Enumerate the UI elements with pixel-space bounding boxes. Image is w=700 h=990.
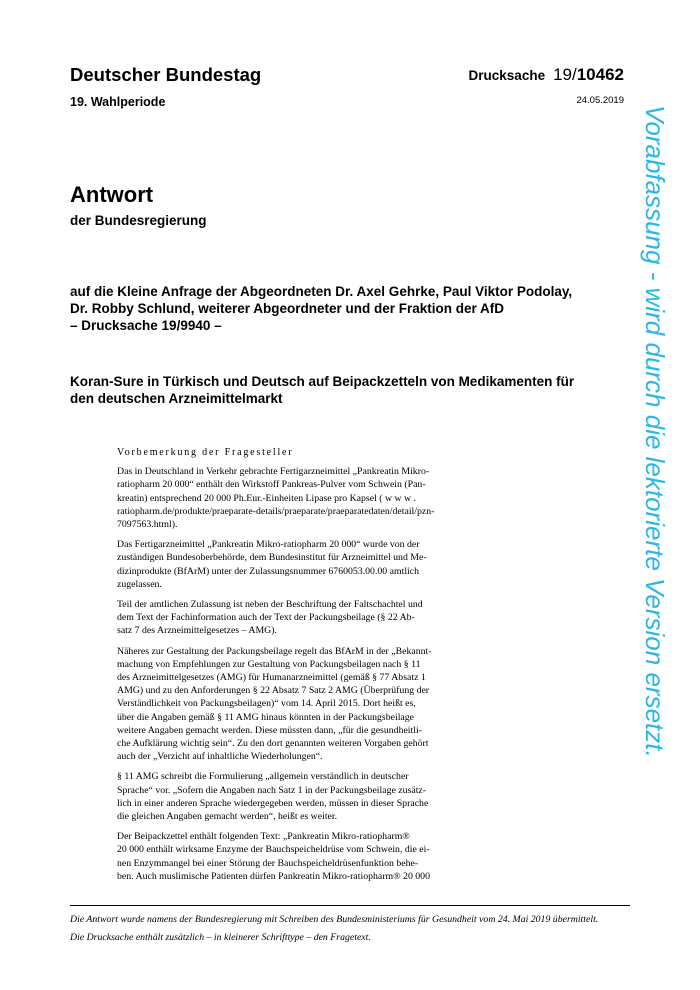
document-header-right (469, 64, 624, 107)
drucksache-label: Drucksache (468, 68, 546, 83)
text-line: machung von Empfehlungen zur Gestaltung von Packungsbeilagen nach § 11 (117, 658, 421, 670)
text-line: che Aufklärung wichtig sein“. Zu den dort genannten weiteren Vorgaben gehört (117, 738, 429, 750)
legislative-period: 19. Wahlperiode (70, 95, 166, 109)
preliminary-remarks (117, 446, 467, 890)
document-subtitle: der Bundesregierung (70, 213, 207, 228)
document-date: 24.05.2019 (576, 95, 624, 106)
text-line: Das Fertigarzneimittel „Pankreatin Mikro-ratiopharm 20 000“ wurde von der (117, 539, 420, 551)
paragraph-6 (117, 830, 467, 883)
text-line: 7097563.html). (117, 519, 178, 531)
drucksache-number (469, 64, 624, 87)
topic-line: Koran-Sure in Türkisch und Deutsch auf Beipackzetteln von Medikamenten für (70, 374, 575, 389)
text-line: ben. Auch muslimische Patienten dürfen Pankreatin Mikro-ratiopharm® 20 000 (117, 870, 430, 882)
text-line: Der Beipackzettel enthält folgenden Text: „Pankreatin Mikro-ratiopharm® (117, 831, 410, 843)
preliminary-heading: Vorbemerkung der Fragesteller (117, 447, 294, 458)
text-line: Sprache“ vor. „Sofern die Angaben nach Satz 1 in der Packungsbeilage zusätz- (117, 784, 427, 796)
inquiry-line: – Drucksache 19/9940 – (70, 318, 222, 333)
text-line: dem Text der Fachinformation auch der Text der Packungsbeilage (§ 22 Ab- (117, 612, 415, 624)
text-line: auch der „Verzicht auf inhaltliche Wiederholungen“. (117, 751, 323, 763)
inquiry-line: auf die Kleine Anfrage der Abgeordneten Dr. Axel Gehrke, Paul Viktor Podolay, (70, 284, 573, 299)
document-header-left (70, 64, 261, 110)
inquiry-block (70, 283, 630, 334)
footnote-transmission: Die Antwort wurde namens der Bundesregierung mit Schreiben des Bundesministeriums für Gesundheit vom 24. Mai 2019 übermittelt. (70, 914, 599, 925)
footnote-divider (70, 905, 630, 906)
text-line: 20 000 enthält wirksame Enzyme der Bauchspeicheldrüse vom Schwein, die ei- (117, 844, 430, 856)
document-title: Antwort (70, 182, 154, 207)
text-line: zugelassen. (117, 578, 162, 590)
text-line: zuständigen Bundesoberbehörde, dem Bundesinstitut für Arzneimittel und Me- (117, 552, 427, 564)
text-line: satz 7 des Arzneimittelgesetzes – AMG). (117, 625, 277, 637)
topic-heading (70, 373, 630, 407)
topic-line: den deutschen Arzneimittelmarkt (70, 391, 283, 406)
draft-version-stamp: Vorabfassung - wird durch die lektorierte Version ersetzt. (640, 105, 670, 758)
text-line: nen Enzymmangel bei einer Störung der Bauchspeicheldrüsenfunktion behe- (117, 857, 419, 869)
text-line: lich in einer anderen Sprache wiedergegeben werden, müssen in dieser Sprache (117, 797, 429, 809)
text-line: § 11 AMG schreibt die Formulierung „allgemein verständlich in deutscher (117, 771, 409, 783)
paragraph-3 (117, 598, 467, 638)
text-line: dizinprodukte (BfArM) unter der Zulassungsnummer 6760053.00.00 amtlich (117, 565, 420, 577)
text-line: Verständlichkeit von Packungsbeilagen)“ vom 14. April 2015. Dort heißt es, (117, 698, 416, 710)
paragraph-5 (117, 770, 467, 823)
paragraph-4 (117, 645, 467, 764)
text-line: Näheres zur Gestaltung der Packungsbeilage regelt das BfArM in der „Bekannt- (117, 645, 432, 657)
inquiry-line: Dr. Robby Schlund, weiterer Abgeordneter und der Fraktion der AfD (70, 301, 505, 316)
text-line: des Arzneimittelgesetzes (AMG) für Humanarzneimittel (gemäß § 77 Absatz 1 (117, 672, 426, 684)
text-line: ratiopharm 20 000“ enthält den Wirkstoff Pankreas-Pulver vom Schwein (Pan- (117, 479, 426, 491)
text-line: über die Angaben gemäß § 11 AMG hinaus könnten in der Packungsbeilage (117, 711, 415, 723)
text-line: Teil der amtlichen Zulassung ist neben der Beschriftung der Faltschachtel und (117, 599, 423, 611)
paragraph-2 (117, 538, 467, 591)
text-line: kreatin) entsprechend 20 000 Ph.Eur.-Einheiten Lipase pro Kapsel ( w w w . (117, 492, 416, 504)
text-line: die gleichen Angaben gemacht werden“, heißt es weiter. (117, 811, 338, 823)
drucksache-main-number: 10462 (576, 65, 624, 84)
footnote-print-note: Die Drucksache enthält zusätzlich – in kleinerer Schrifttype – den Fragetext. (70, 932, 371, 943)
text-line: Das in Deutschland in Verkehr gebrachte Fertigarzneimittel „Pankreatin Mikro- (117, 466, 430, 478)
text-line: ratiopharm.de/produkte/praeparate-details/praeparate/praeparatedaten/detail/pzn- (117, 505, 435, 517)
paragraph-1 (117, 465, 467, 531)
drucksache-prefix: 19/ (553, 65, 577, 84)
text-line: weitere Angaben gemacht werden. Diese müssten dann, „für die gesundheitli- (117, 724, 422, 736)
footnotes (70, 913, 630, 949)
organization-name: Deutscher Bundestag (70, 64, 262, 85)
text-line: AMG) und zu den Anforderungen § 22 Absatz 7 Satz 2 AMG (Überprüfung der (117, 685, 430, 697)
